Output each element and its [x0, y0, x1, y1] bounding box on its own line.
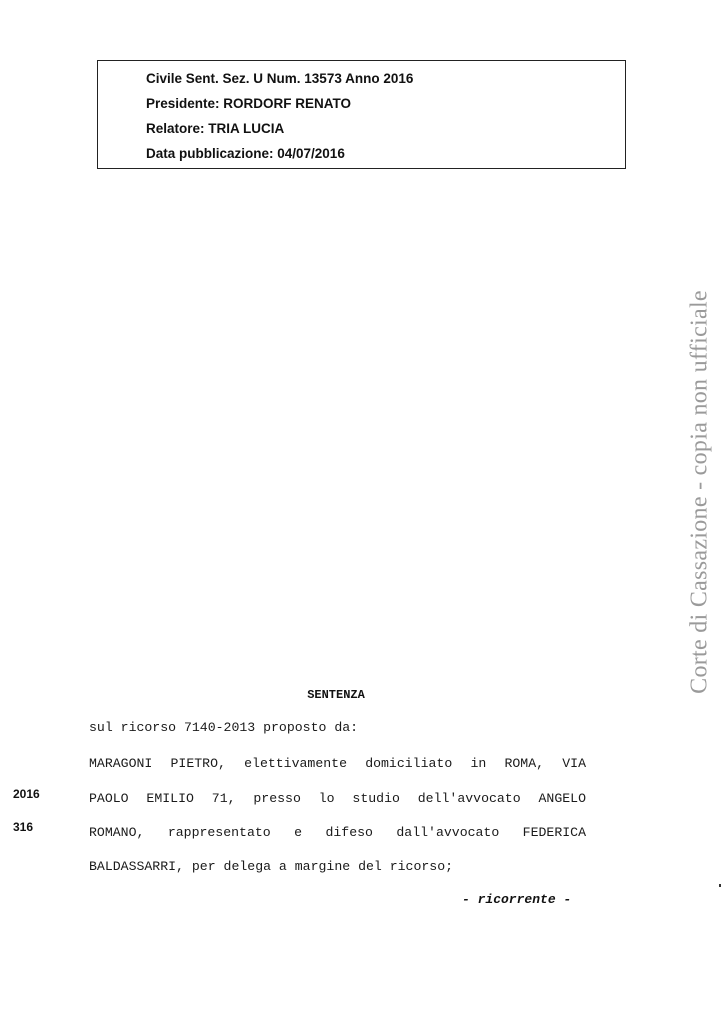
header-president: Presidente: RORDORF RENATO — [146, 96, 352, 111]
party-line-1: MARAGONI PIETRO, elettivamente domiciliato in ROMA, VIA — [89, 756, 586, 771]
margin-year: 2016 — [13, 787, 40, 801]
watermark-text: Corte di Cassazione - copia non ufficiale — [686, 290, 713, 694]
header-case-info: Civile Sent. Sez. U Num. 13573 Anno 2016 — [146, 71, 414, 86]
margin-number: 316 — [13, 820, 34, 834]
scan-speck — [719, 884, 721, 887]
intro-line: sul ricorso 7140-2013 proposto da: — [89, 720, 359, 735]
header-stamp-box — [97, 60, 626, 169]
document-title: SENTENZA — [307, 688, 365, 702]
header-rapporteur: Relatore: TRIA LUCIA — [146, 121, 285, 136]
header-publication-date: Data pubblicazione: 04/07/2016 — [146, 146, 345, 161]
party-line-3: ROMANO, rappresentato e difeso dall'avvocato FEDERICA — [89, 825, 586, 840]
party-role-label: - ricorrente - — [462, 892, 572, 907]
party-line-4: BALDASSARRI, per delega a margine del ricorso; — [89, 859, 454, 874]
party-line-2: PAOLO EMILIO 71, presso lo studio dell'avvocato ANGELO — [89, 791, 586, 806]
